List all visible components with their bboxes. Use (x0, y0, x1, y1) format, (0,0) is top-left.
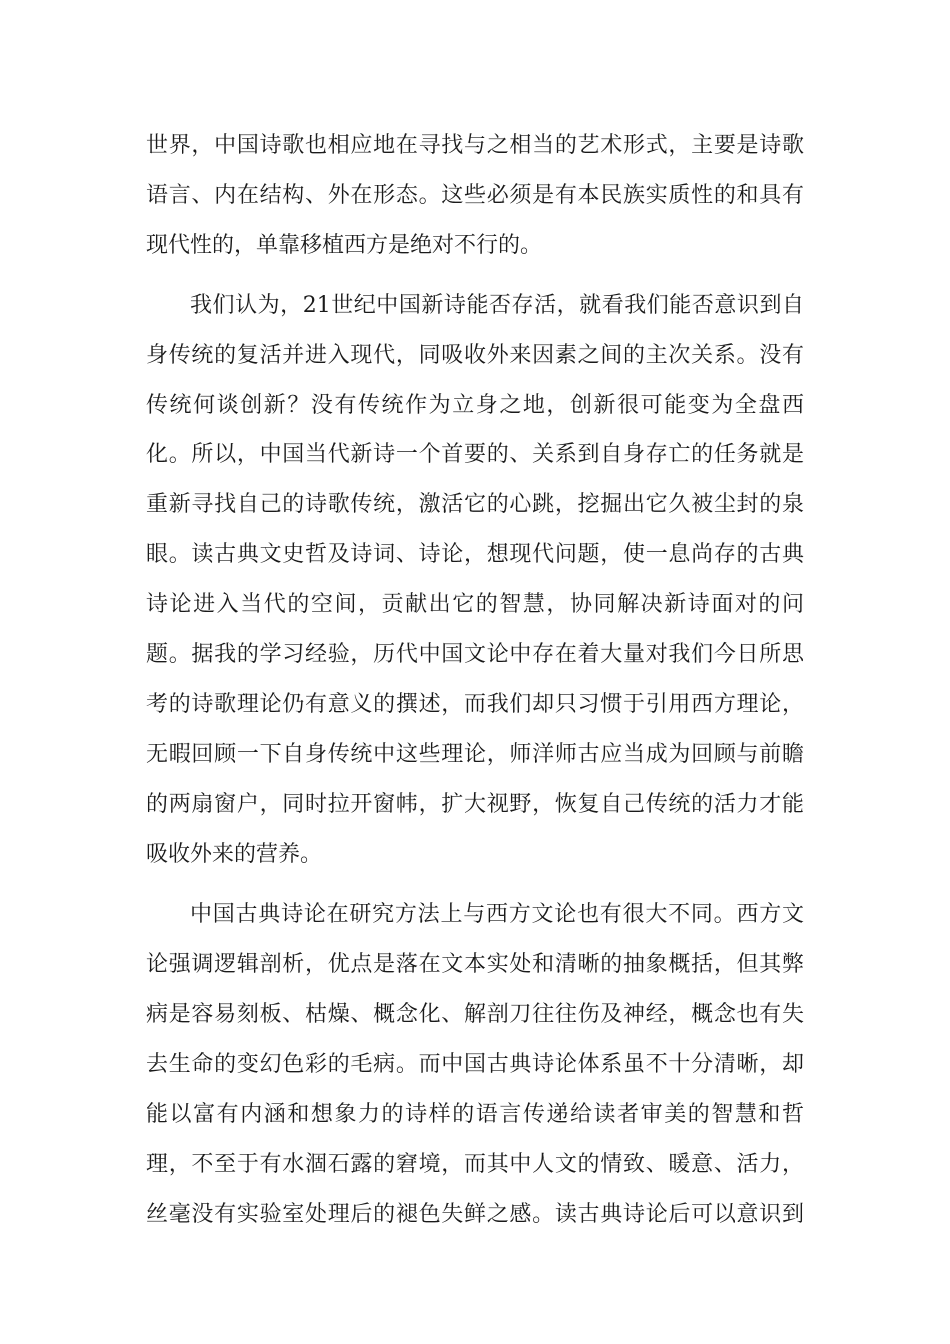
text-line: 丝毫没有实验室处理后的褪色失鲜之感。读古典诗论后可以意识到 (146, 1202, 804, 1227)
text-line: 语言、内在结构、外在形态。这些必须是有本民族实质性的和具有 (146, 183, 804, 208)
text-line: 我们认为，21世纪中国新诗能否存活，就看我们能否意识到自 (190, 293, 804, 318)
text-line: 中国古典诗论在研究方法上与西方文论也有很大不同。西方文 (190, 902, 804, 927)
text-line: 吸收外来的营养。 (146, 842, 323, 867)
text-line: 现代性的，单靠移植西方是绝对不行的。 (146, 233, 543, 258)
text-line: 的两扇窗户，同时拉开窗帏，扩大视野，恢复自己传统的活力才能 (146, 792, 804, 817)
text-line: 考的诗歌理论仍有意义的撰述，而我们却只习惯于引用西方理论， (146, 692, 804, 717)
text-line: 理，不至于有水涸石露的窘境，而其中人文的情致、暖意、活力， (146, 1152, 804, 1177)
text-line: 身传统的复活并进入现代，同吸收外来因素之间的主次关系。没有 (146, 343, 804, 368)
text-line: 无暇回顾一下自身传统中这些理论，师洋师古应当成为回顾与前瞻 (146, 742, 804, 767)
text-line: 诗论进入当代的空间，贡献出它的智慧，协同解决新诗面对的问 (146, 592, 804, 617)
text-line: 世界，中国诗歌也相应地在寻找与之相当的艺术形式，主要是诗歌 (146, 133, 804, 158)
text-line: 传统何谈创新？没有传统作为立身之地，创新很可能变为全盘西 (146, 393, 804, 418)
text-line: 病是容易刻板、枯燥、概念化、解剖刀往往伤及神经，概念也有失 (146, 1002, 804, 1027)
text-line: 题。据我的学习经验，历代中国文论中存在着大量对我们今日所思 (146, 642, 804, 667)
text-line: 眼。读古典文史哲及诗词、诗论，想现代问题，使一息尚存的古典 (146, 542, 804, 567)
text-line: 论强调逻辑剖析，优点是落在文本实处和清晰的抽象概括，但其弊 (146, 952, 804, 977)
text-line: 去生命的变幻色彩的毛病。而中国古典诗论体系虽不十分清晰，却 (146, 1052, 804, 1077)
text-line: 能以富有内涵和想象力的诗样的语言传递给读者审美的智慧和哲 (146, 1102, 804, 1127)
text-line: 化。所以，中国当代新诗一个首要的、关系到自身存亡的任务就是 (146, 442, 804, 467)
text-line: 重新寻找自己的诗歌传统，激活它的心跳，挖掘出它久被尘封的泉 (146, 492, 804, 517)
